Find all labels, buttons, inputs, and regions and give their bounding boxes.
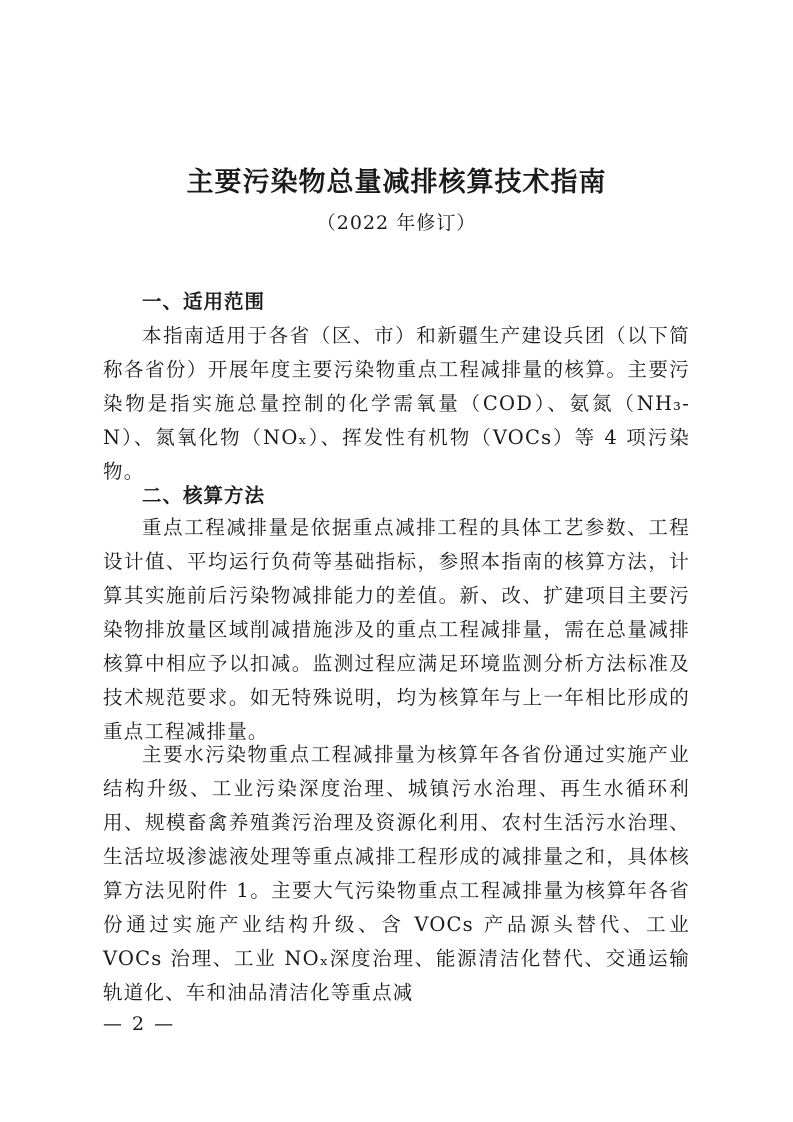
page-number: — 2 — <box>103 1013 176 1035</box>
document-title: 主要污染物总量减排核算技术指南 <box>186 167 607 198</box>
section-heading-method: 二、核算方法 <box>142 484 266 507</box>
section-paragraph-method-2: 主要水污染物重点工程减排量为核算年各省份通过实施产业结构升级、工业污染深度治理、城镇污水治理、再生水循环利用、规模畜禽养殖粪污治理及资源化利用、农村生活污水治理、生活垃圾渗滤液处理等重点减排工程形成的减排量之和，具体核算方法见附件 1。主要大气污染物重点工程减排量为核算年各省份通过实施产业结构升级、含 VOCs 产品源头替代、工业 VOCs 治理、工业 NOₓ深度治理、能源清洁化替代、交通运输轨道化、车和油品清洁化等重点减 <box>103 743 690 1004</box>
section-heading-scope: 一、适用范围 <box>142 290 266 313</box>
section-paragraph-method-1: 重点工程减排量是依据重点减排工程的具体工艺参数、工程设计值、平均运行负荷等基础指标，参照本指南的核算方法，计算其实施前后污染物减排能力的差值。新、改、扩建项目主要污染物排放量区域削减措施涉及的重点工程减排量，需在总量减排核算中相应予以扣减。监测过程应满足环境监测分析方法标准及技术规范要求。如无特殊说明，均为核算年与上一年相比形成的重点工程减排量。 <box>103 516 690 743</box>
document-subtitle: （2022 年修订） <box>316 212 477 234</box>
section-paragraph-scope: 本指南适用于各省（区、市）和新疆生产建设兵团（以下简称各省份）开展年度主要污染物重点工程减排量的核算。主要污染物是指实施总量控制的化学需氧量（COD）、氨氮（NH₃-N）、氮氧化物（NOₓ）、挥发性有机物（VOCs）等 4 项污染物。 <box>103 324 690 483</box>
